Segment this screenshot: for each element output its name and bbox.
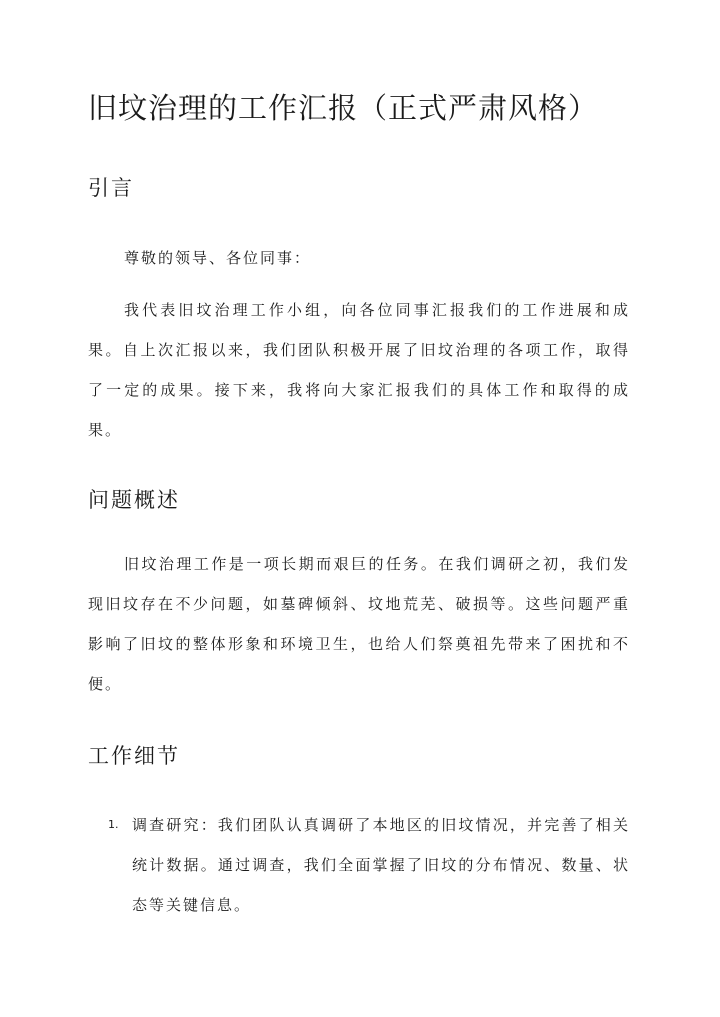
list-item <box>88 805 630 925</box>
list-item-text: 调查研究：我们团队认真调研了本地区的旧坟情况，并完善了相关统计数据。通过调查，我们全面掌握了旧坟的分布情况、数量、状态等关键信息。 <box>132 816 630 914</box>
introduction-paragraph: 我代表旧坟治理工作小组，向各位同事汇报我们的工作进展和成果。自上次汇报以来，我们团队积极开展了旧坟治理的各项工作，取得了一定的成果。接下来，我将向大家汇报我们的具体工作和取得的成果。 <box>88 301 630 439</box>
document-title: 旧坟治理的工作汇报（正式严肃风格） <box>88 91 599 125</box>
section-heading-introduction: 引言 <box>88 176 134 200</box>
problem-overview-paragraph: 旧坟治理工作是一项长期而艰巨的任务。在我们调研之初，我们发现旧坟存在不少问题，如墓碑倾斜、坟地荒芜、破损等。这些问题严重影响了旧坟的整体形象和环境卫生，也给人们祭奠祖先带来了困扰和不便。 <box>88 555 630 693</box>
list-item-number: 1. <box>108 818 119 831</box>
salutation-paragraph: 尊敬的领导、各位同事： <box>124 249 312 267</box>
work-details-list <box>88 805 630 925</box>
section-heading-work-details: 工作细节 <box>88 744 180 768</box>
section-heading-problem-overview: 问题概述 <box>88 488 180 512</box>
